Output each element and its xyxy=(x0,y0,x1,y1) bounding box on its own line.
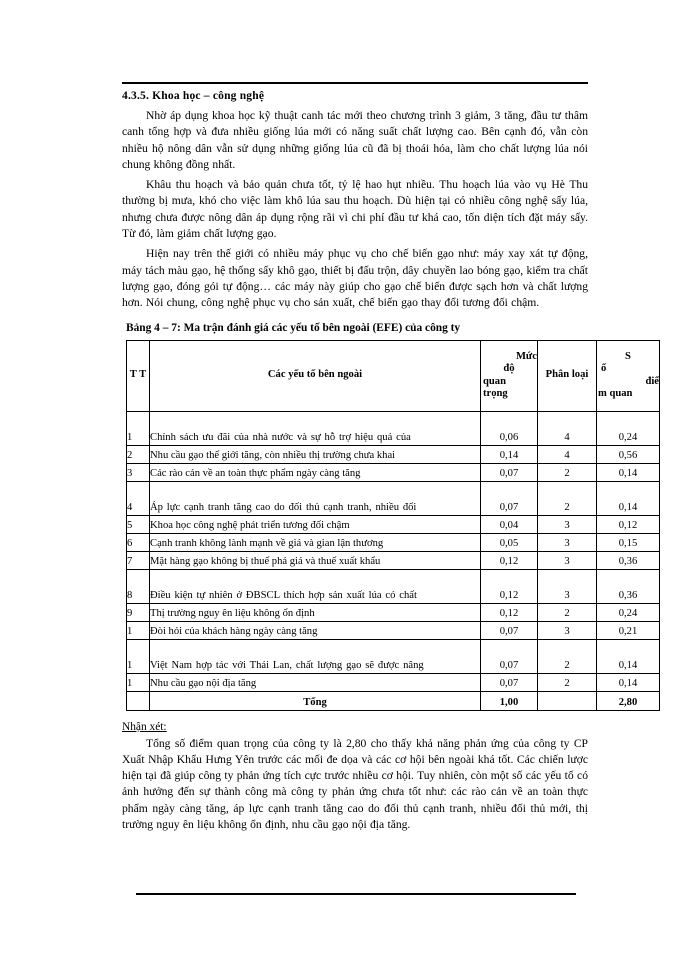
weight-cell: 0,07 xyxy=(481,621,538,639)
rating-cell: 3 xyxy=(538,533,597,551)
table-row xyxy=(127,445,660,463)
rating-cell: 3 xyxy=(538,569,597,603)
rating-cell: 2 xyxy=(538,603,597,621)
note-label-text: Nhận xét: xyxy=(122,720,167,733)
factor-cell: Việt Nam hợp tác với Thái Lan, chất lượng gạo sẽ được nâng xyxy=(150,639,481,673)
column-header-rating-line2: loại xyxy=(571,369,589,381)
section-heading: 4.3.5. Khoa học – công nghệ xyxy=(122,90,265,102)
column-header-score xyxy=(597,340,660,411)
rating-cell: 2 xyxy=(538,639,597,673)
page-content xyxy=(122,82,659,833)
column-header-weight-line3: quan xyxy=(483,375,506,387)
column-header-score-line1: S xyxy=(625,350,631,362)
score-cell: 0,24 xyxy=(597,603,660,621)
weight-cell: 0,04 xyxy=(481,515,538,533)
rating-cell: 4 xyxy=(538,445,597,463)
table-row xyxy=(127,533,660,551)
score-cell: 0,14 xyxy=(597,481,660,515)
rating-cell: 3 xyxy=(538,515,597,533)
row-number-cell: 1 xyxy=(127,673,150,691)
weight-cell: 0,12 xyxy=(481,569,538,603)
score-cell: 0,36 xyxy=(597,551,660,569)
top-horizontal-rule xyxy=(122,82,588,84)
row-number-cell: 3 xyxy=(127,463,150,481)
factor-cell: Cạnh tranh không lành mạnh về giá và gian lận thương xyxy=(150,533,481,551)
column-header-number xyxy=(127,340,150,411)
column-header-weight-line1: Mức xyxy=(515,350,537,362)
column-header-score-line4: m quan xyxy=(598,387,633,399)
weight-cell: 0,07 xyxy=(481,673,538,691)
table-body xyxy=(127,411,660,710)
column-header-score-line3: điể xyxy=(645,375,659,387)
row-number-cell: 1 xyxy=(127,411,150,445)
total-weight-cell: 1,00 xyxy=(481,691,538,710)
column-header-number-line1: T xyxy=(129,369,137,381)
total-label-cell: Tổng xyxy=(150,691,481,710)
row-number-cell: 2 xyxy=(127,445,150,463)
weight-cell: 0,07 xyxy=(481,463,538,481)
total-rating-cell xyxy=(538,691,597,710)
row-number-cell: 1 xyxy=(127,621,150,639)
score-cell: 0,36 xyxy=(597,569,660,603)
factor-cell: Khoa học công nghệ phát triển tương đối chậm xyxy=(150,515,481,533)
weight-cell: 0,12 xyxy=(481,603,538,621)
factor-cell: Áp lực cạnh tranh tăng cao do đối thủ cạnh tranh, nhiều đối xyxy=(150,481,481,515)
total-number-cell xyxy=(127,691,150,710)
score-cell: 0,14 xyxy=(597,639,660,673)
score-cell: 0,15 xyxy=(597,533,660,551)
column-header-weight xyxy=(481,340,538,411)
body-paragraph-1: Nhờ áp dụng khoa học kỹ thuật canh tác mới theo chương trình 3 giảm, 3 tăng, đầu tư thâm canh tổng hợp và đưa nhiều giống lúa mới có năng suất chất lượng cao. Bên cạnh đó, vẫn còn nhiều hộ nông dân vẫn sử dụng những giống lúa cũ đã bị thoái hóa, làm cho chất lượng lúa nói chung không đồng nhất. xyxy=(122,109,588,171)
factor-cell: Nhu cầu gạo nội địa tăng xyxy=(150,673,481,691)
column-header-score-line2: ố xyxy=(601,363,607,375)
factor-cell: Các rào cản về an toàn thực phẩm ngày càng tăng xyxy=(150,463,481,481)
column-header-weight-line4: trọng xyxy=(483,387,508,399)
rating-cell: 2 xyxy=(538,481,597,515)
table-row xyxy=(127,603,660,621)
factor-cell: Thị trường nguy ên liệu không ổn định xyxy=(150,603,481,621)
column-header-rating xyxy=(538,340,597,411)
column-header-rating-line1: Phân xyxy=(545,369,570,381)
factor-cell: Điều kiện tự nhiên ở ĐBSCL thích hợp sản xuất lúa có chất xyxy=(150,569,481,603)
rating-cell: 2 xyxy=(538,463,597,481)
row-number-cell: 7 xyxy=(127,551,150,569)
score-cell: 0,12 xyxy=(597,515,660,533)
total-score-cell: 2,80 xyxy=(597,691,660,710)
note-label xyxy=(122,721,588,733)
rating-cell: 2 xyxy=(538,673,597,691)
weight-cell: 0,14 xyxy=(481,445,538,463)
table-row xyxy=(127,515,660,533)
table-header xyxy=(127,340,660,411)
row-number-cell: 9 xyxy=(127,603,150,621)
column-header-weight-line2: độ xyxy=(503,363,515,375)
table-total-row xyxy=(127,691,660,710)
efe-matrix-table xyxy=(126,340,660,711)
table-row xyxy=(127,569,660,603)
rating-cell: 3 xyxy=(538,621,597,639)
column-header-factor: Các yếu tố bên ngoài xyxy=(150,340,481,411)
score-cell: 0,14 xyxy=(597,463,660,481)
table-row xyxy=(127,411,660,445)
body-paragraph-3: Hiện nay trên thế giới có nhiều máy phục vụ cho chế biến gạo như: máy xay xát tự động, máy tách màu gạo, hệ thống sấy khô gạo, thiết bị đấu trộn, dây chuyền lao bóng gạo, kiểm tra chất lượng gạo, đóng gói tự động… các máy này giúp cho gạo chế biến được sạch hơn và chất lượng hơn. Nói chung, công nghệ phục vụ cho sản xuất, chế biến gạo thay đổi tương đối chậm. xyxy=(122,247,588,310)
factor-cell: Chính sách ưu đãi của nhà nước và sự hỗ trợ hiệu quả của xyxy=(150,411,481,445)
table-row xyxy=(127,673,660,691)
factor-cell: Mặt hàng gạo không bị thuế phá giá và thuế xuất khẩu xyxy=(150,551,481,569)
score-cell: 0,56 xyxy=(597,445,660,463)
score-cell: 0,21 xyxy=(597,621,660,639)
weight-cell: 0,05 xyxy=(481,533,538,551)
note-paragraph: Tổng số điểm quan trọng của công ty là 2,80 cho thấy khả năng phản ứng của công ty CP Xuất Nhập Khẩu Hưng Yên trước các mối đe dọa và các cơ hội bên ngoài khá tốt. Các chiến lược hiện tại đã giúp công ty phản ứng tích cực trước nhiều cơ hội. Tuy nhiên, còn một số các yếu tố có ảnh hưởng đến sự thành công mà công ty phản ứng chưa tốt như: các rào cản về an toàn thực phẩm ngày càng tăng, áp lực cạnh tranh tăng cao do đối thủ cạnh tranh, nhiều đối thủ mới, thị trường nguy ên liệu không ổn định, nhu cầu gạo nội địa tăng. xyxy=(122,736,588,832)
table-row xyxy=(127,639,660,673)
row-number-cell: 1 xyxy=(127,639,150,673)
row-number-cell: 6 xyxy=(127,533,150,551)
rating-cell: 3 xyxy=(538,551,597,569)
row-number-cell: 8 xyxy=(127,569,150,603)
rating-cell: 4 xyxy=(538,411,597,445)
column-header-number-line2: T xyxy=(139,369,147,381)
table-row xyxy=(127,463,660,481)
weight-cell: 0,07 xyxy=(481,639,538,673)
score-cell: 0,14 xyxy=(597,673,660,691)
weight-cell: 0,07 xyxy=(481,481,538,515)
row-number-cell: 4 xyxy=(127,481,150,515)
table-row xyxy=(127,551,660,569)
table-header-row xyxy=(127,340,660,411)
bottom-horizontal-rule xyxy=(136,893,576,895)
table-row xyxy=(127,621,660,639)
score-cell: 0,24 xyxy=(597,411,660,445)
body-paragraph-2: Khâu thu hoạch và bảo quản chưa tốt, tỷ lệ hao hụt nhiều. Thu hoạch lúa vào vụ Hè Thu thường bị mưa, khó cho việc làm khô lúa sau thu hoạch. Dù hiện tại có nhiều công nghệ sấy lúa, nhưng chưa được nông dân áp dụng rộng rãi vì chi phí đầu tư khá cao, tốn diện tích đặt máy sấy. Từ đó, làm giảm chất lượng gạo. xyxy=(122,178,588,241)
factor-cell: Nhu cầu gạo thế giới tăng, còn nhiều thị trường chưa khai xyxy=(150,445,481,463)
weight-cell: 0,06 xyxy=(481,411,538,445)
weight-cell: 0,12 xyxy=(481,551,538,569)
table-caption: Bảng 4 – 7: Ma trận đánh giá các yếu tố bên ngoài (EFE) của công ty xyxy=(126,321,461,334)
row-number-cell: 5 xyxy=(127,515,150,533)
table-row xyxy=(127,481,660,515)
factor-cell: Đòi hỏi của khách hàng ngày càng tăng xyxy=(150,621,481,639)
